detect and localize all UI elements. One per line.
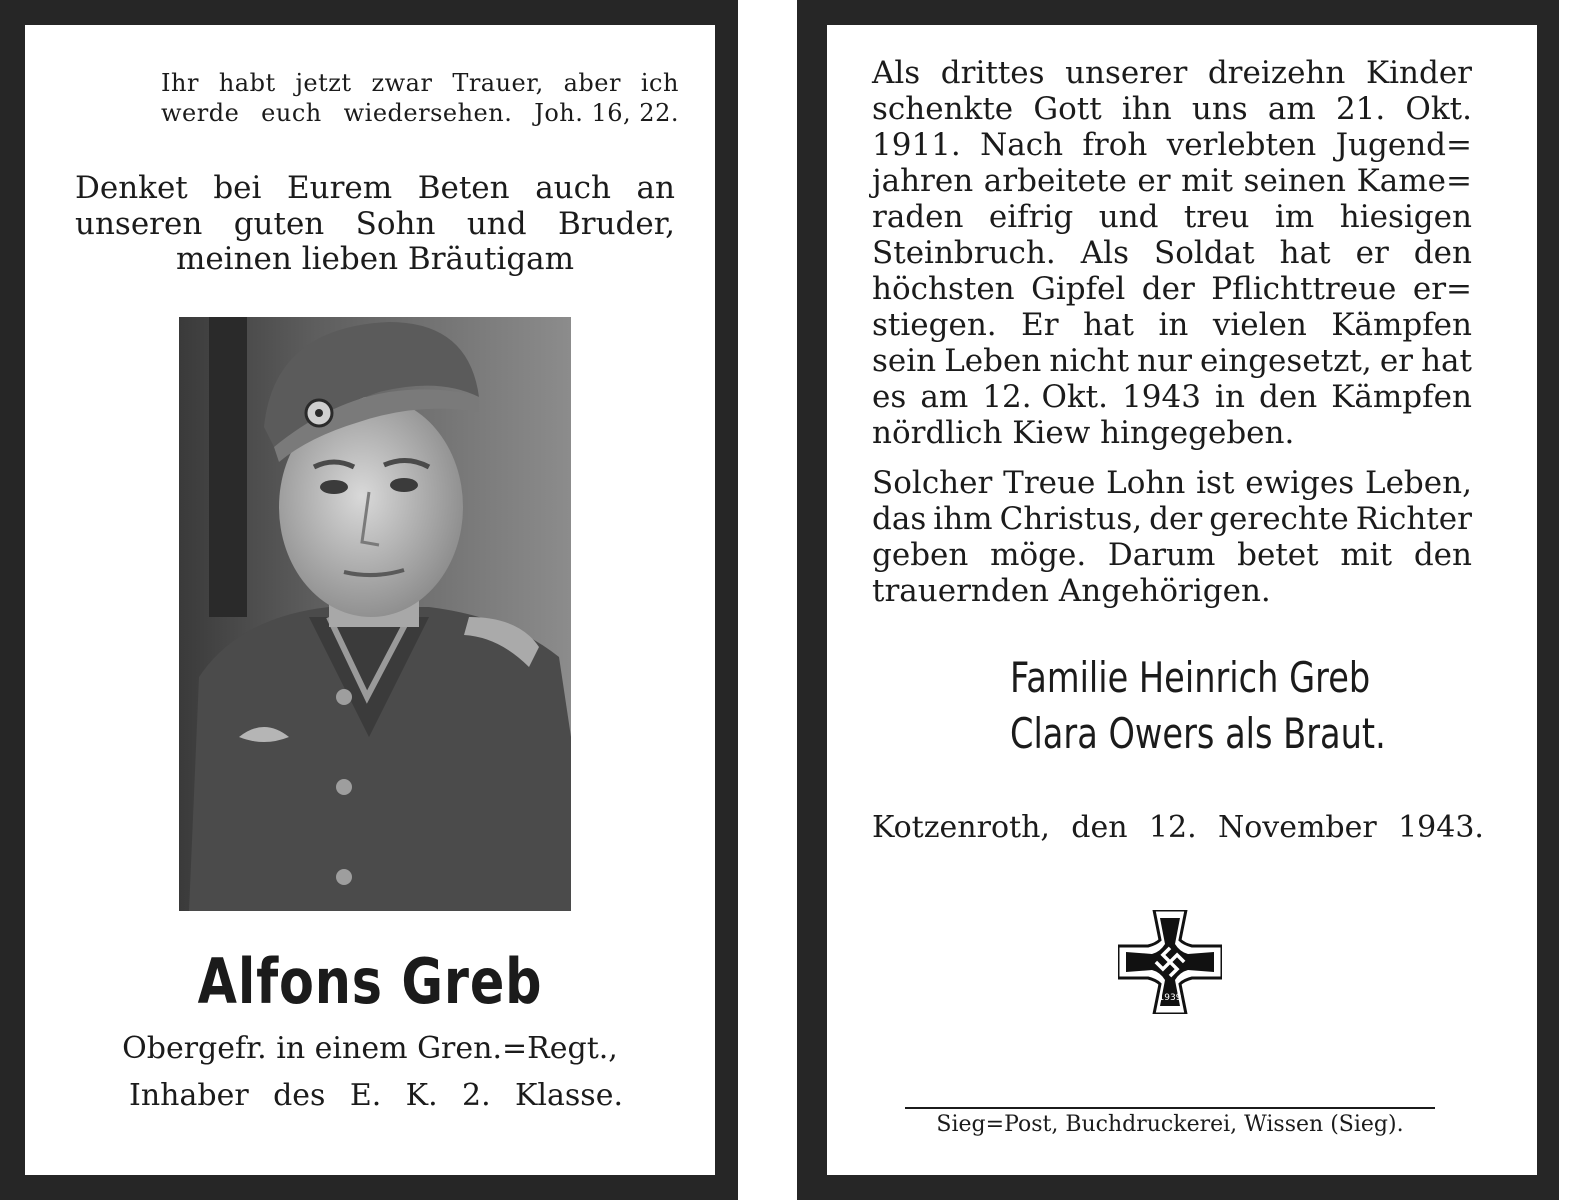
text-line	[872, 199, 1472, 235]
card-front-paper	[25, 25, 715, 1175]
word: aber	[563, 69, 621, 97]
word: gerechte	[1209, 501, 1349, 537]
word: Klasse.	[515, 1078, 623, 1113]
word: Gipfel	[1031, 271, 1126, 307]
word: der	[1141, 271, 1195, 307]
text-line	[872, 271, 1472, 307]
word: Beten	[417, 170, 510, 206]
word: euch	[261, 99, 322, 127]
word: nicht	[1049, 343, 1130, 379]
word: ihn	[1121, 91, 1172, 127]
word: trauernden Angehörigen.	[872, 573, 1271, 609]
word: Richter	[1355, 501, 1472, 537]
word: hiesigen	[1339, 199, 1472, 235]
word: Trauer,	[452, 69, 544, 97]
prayer-request-line-3: meinen lieben Bräutigam	[175, 241, 575, 277]
word: Inhaber	[129, 1078, 249, 1113]
word: froh	[1082, 127, 1148, 163]
word: Kame=	[1356, 163, 1472, 199]
word: und	[1098, 199, 1159, 235]
word: des	[273, 1078, 326, 1113]
word: ist	[1196, 465, 1235, 501]
word: stiegen.	[872, 307, 997, 343]
word: 2.	[462, 1078, 491, 1113]
word: den	[1259, 379, 1318, 415]
word: an	[636, 170, 675, 206]
text-line	[872, 55, 1472, 91]
word: nördlich Kiew hingegeben.	[872, 415, 1295, 451]
military-rank-line: Obergefr. in einem Gren.=Regt.,	[122, 1031, 618, 1066]
word: drittes	[940, 55, 1045, 91]
word: Soldat	[1154, 235, 1255, 271]
word: 12.	[1148, 810, 1197, 845]
word: in	[1215, 379, 1245, 415]
word: werde	[161, 99, 240, 127]
word: Joh. 16, 22.	[534, 99, 679, 127]
word: hat	[1083, 307, 1134, 343]
word: 1911.	[872, 127, 961, 163]
word: er=	[1412, 271, 1472, 307]
word: E.	[349, 1078, 382, 1113]
word: jetzt	[295, 69, 352, 97]
text-line	[872, 91, 1472, 127]
word: Als	[872, 55, 921, 91]
word: vielen	[1212, 307, 1307, 343]
word: guten	[233, 206, 325, 242]
word: den	[1071, 810, 1128, 845]
text-line	[872, 235, 1472, 271]
text-line	[872, 307, 1472, 343]
text-line	[872, 465, 1472, 501]
word: verlebten	[1166, 127, 1317, 163]
prayer-request-line-1	[75, 170, 675, 206]
word: er	[1379, 343, 1413, 379]
word: unseren	[75, 206, 203, 242]
word: Sohn	[355, 206, 436, 242]
word: Kotzenroth,	[872, 810, 1050, 845]
word: es	[872, 379, 907, 415]
cross-year: 1939	[1158, 993, 1182, 1003]
word: der	[1149, 501, 1203, 537]
decoration-line	[129, 1078, 623, 1113]
word: am	[1267, 91, 1316, 127]
word: nur	[1137, 343, 1192, 379]
word: den	[1413, 537, 1472, 573]
word: möge.	[990, 537, 1087, 573]
word: unserer	[1065, 55, 1188, 91]
word: jahren	[872, 163, 974, 199]
word: Er	[1021, 307, 1059, 343]
word: 12. Okt.	[982, 379, 1108, 415]
word: Leben	[944, 343, 1042, 379]
word: eifrig	[988, 199, 1074, 235]
word: 1943	[1122, 379, 1201, 415]
word: ewiges	[1245, 465, 1355, 501]
word: uns	[1191, 91, 1248, 127]
text-line	[872, 573, 1472, 609]
word: bei	[213, 170, 262, 206]
word: er	[1355, 235, 1389, 271]
word: hat	[1279, 235, 1331, 271]
word: treu	[1183, 199, 1250, 235]
word: schenkte	[872, 91, 1014, 127]
word: ihm	[933, 501, 993, 537]
word: ich	[640, 69, 679, 97]
word: sein	[872, 343, 937, 379]
card-back-paper	[827, 25, 1537, 1175]
text-line	[872, 379, 1472, 415]
iron-cross-icon	[1118, 910, 1222, 1014]
word: dreizehn	[1207, 55, 1346, 91]
word: hat	[1421, 343, 1472, 379]
prayer-request-line-2	[75, 206, 675, 242]
word: geben	[872, 537, 969, 573]
word: eingesetzt,	[1199, 343, 1372, 379]
word: Steinbruch.	[872, 235, 1056, 271]
text-line	[872, 127, 1472, 163]
word: 21.	[1335, 91, 1386, 127]
text-line	[872, 343, 1472, 379]
deceased-name: Alfons Greb	[197, 945, 543, 1018]
word: Darum	[1107, 537, 1216, 573]
word: November	[1217, 810, 1377, 845]
word: am	[920, 379, 969, 415]
word: in	[1158, 307, 1189, 343]
text-line	[872, 415, 1472, 451]
memorial-card-front	[0, 0, 738, 1200]
word: K.	[405, 1078, 438, 1113]
signature-bride: Clara Owers als Braut.	[1010, 709, 1386, 758]
bible-verse-line-1	[161, 69, 679, 97]
word: mit	[1340, 537, 1393, 573]
signature-family: Familie Heinrich Greb	[1010, 653, 1371, 702]
word: 1943.	[1398, 810, 1484, 845]
word: Gott	[1033, 91, 1102, 127]
text-line	[872, 163, 1472, 199]
place-and-date	[872, 810, 1484, 845]
word: und	[466, 206, 527, 242]
word: Ihr	[161, 69, 199, 97]
word: Pflichttreue	[1211, 271, 1397, 307]
printer-divider	[905, 1107, 1435, 1109]
word: höchsten	[872, 271, 1015, 307]
text-line	[872, 537, 1472, 573]
word: Eurem	[287, 170, 393, 206]
printer-imprint: Sieg=Post, Buchdruckerei, Wissen (Sieg).	[936, 1112, 1404, 1137]
text-line	[872, 501, 1472, 537]
word: habt	[218, 69, 276, 97]
portrait-illustration	[179, 317, 571, 911]
word: er	[1137, 163, 1171, 199]
word: Bruder,	[557, 206, 675, 242]
word: Treue	[1003, 465, 1096, 501]
word: Kinder	[1365, 55, 1472, 91]
word: den	[1413, 235, 1472, 271]
word: Als	[1080, 235, 1129, 271]
word: zwar	[371, 69, 433, 97]
memorial-card-back	[797, 0, 1559, 1200]
word: Nach	[980, 127, 1064, 163]
word: Leben,	[1364, 465, 1472, 501]
soldier-portrait-photo	[179, 317, 571, 911]
word: Kämpfen	[1331, 379, 1472, 415]
word: Kämpfen	[1331, 307, 1472, 343]
word: wiedersehen.	[343, 99, 513, 127]
word: arbeitete	[983, 163, 1127, 199]
word: seinen	[1243, 163, 1346, 199]
bible-verse-line-2	[161, 99, 679, 127]
word: das	[872, 501, 927, 537]
word: betet	[1237, 537, 1319, 573]
word: Okt.	[1405, 91, 1472, 127]
word: Denket	[75, 170, 188, 206]
word: Jugend=	[1335, 127, 1472, 163]
word: im	[1274, 199, 1315, 235]
word: raden	[872, 199, 964, 235]
word: Lohn	[1106, 465, 1186, 501]
word: auch	[535, 170, 611, 206]
word: Solcher	[872, 465, 993, 501]
word: Christus,	[999, 501, 1143, 537]
word: mit	[1181, 163, 1233, 199]
